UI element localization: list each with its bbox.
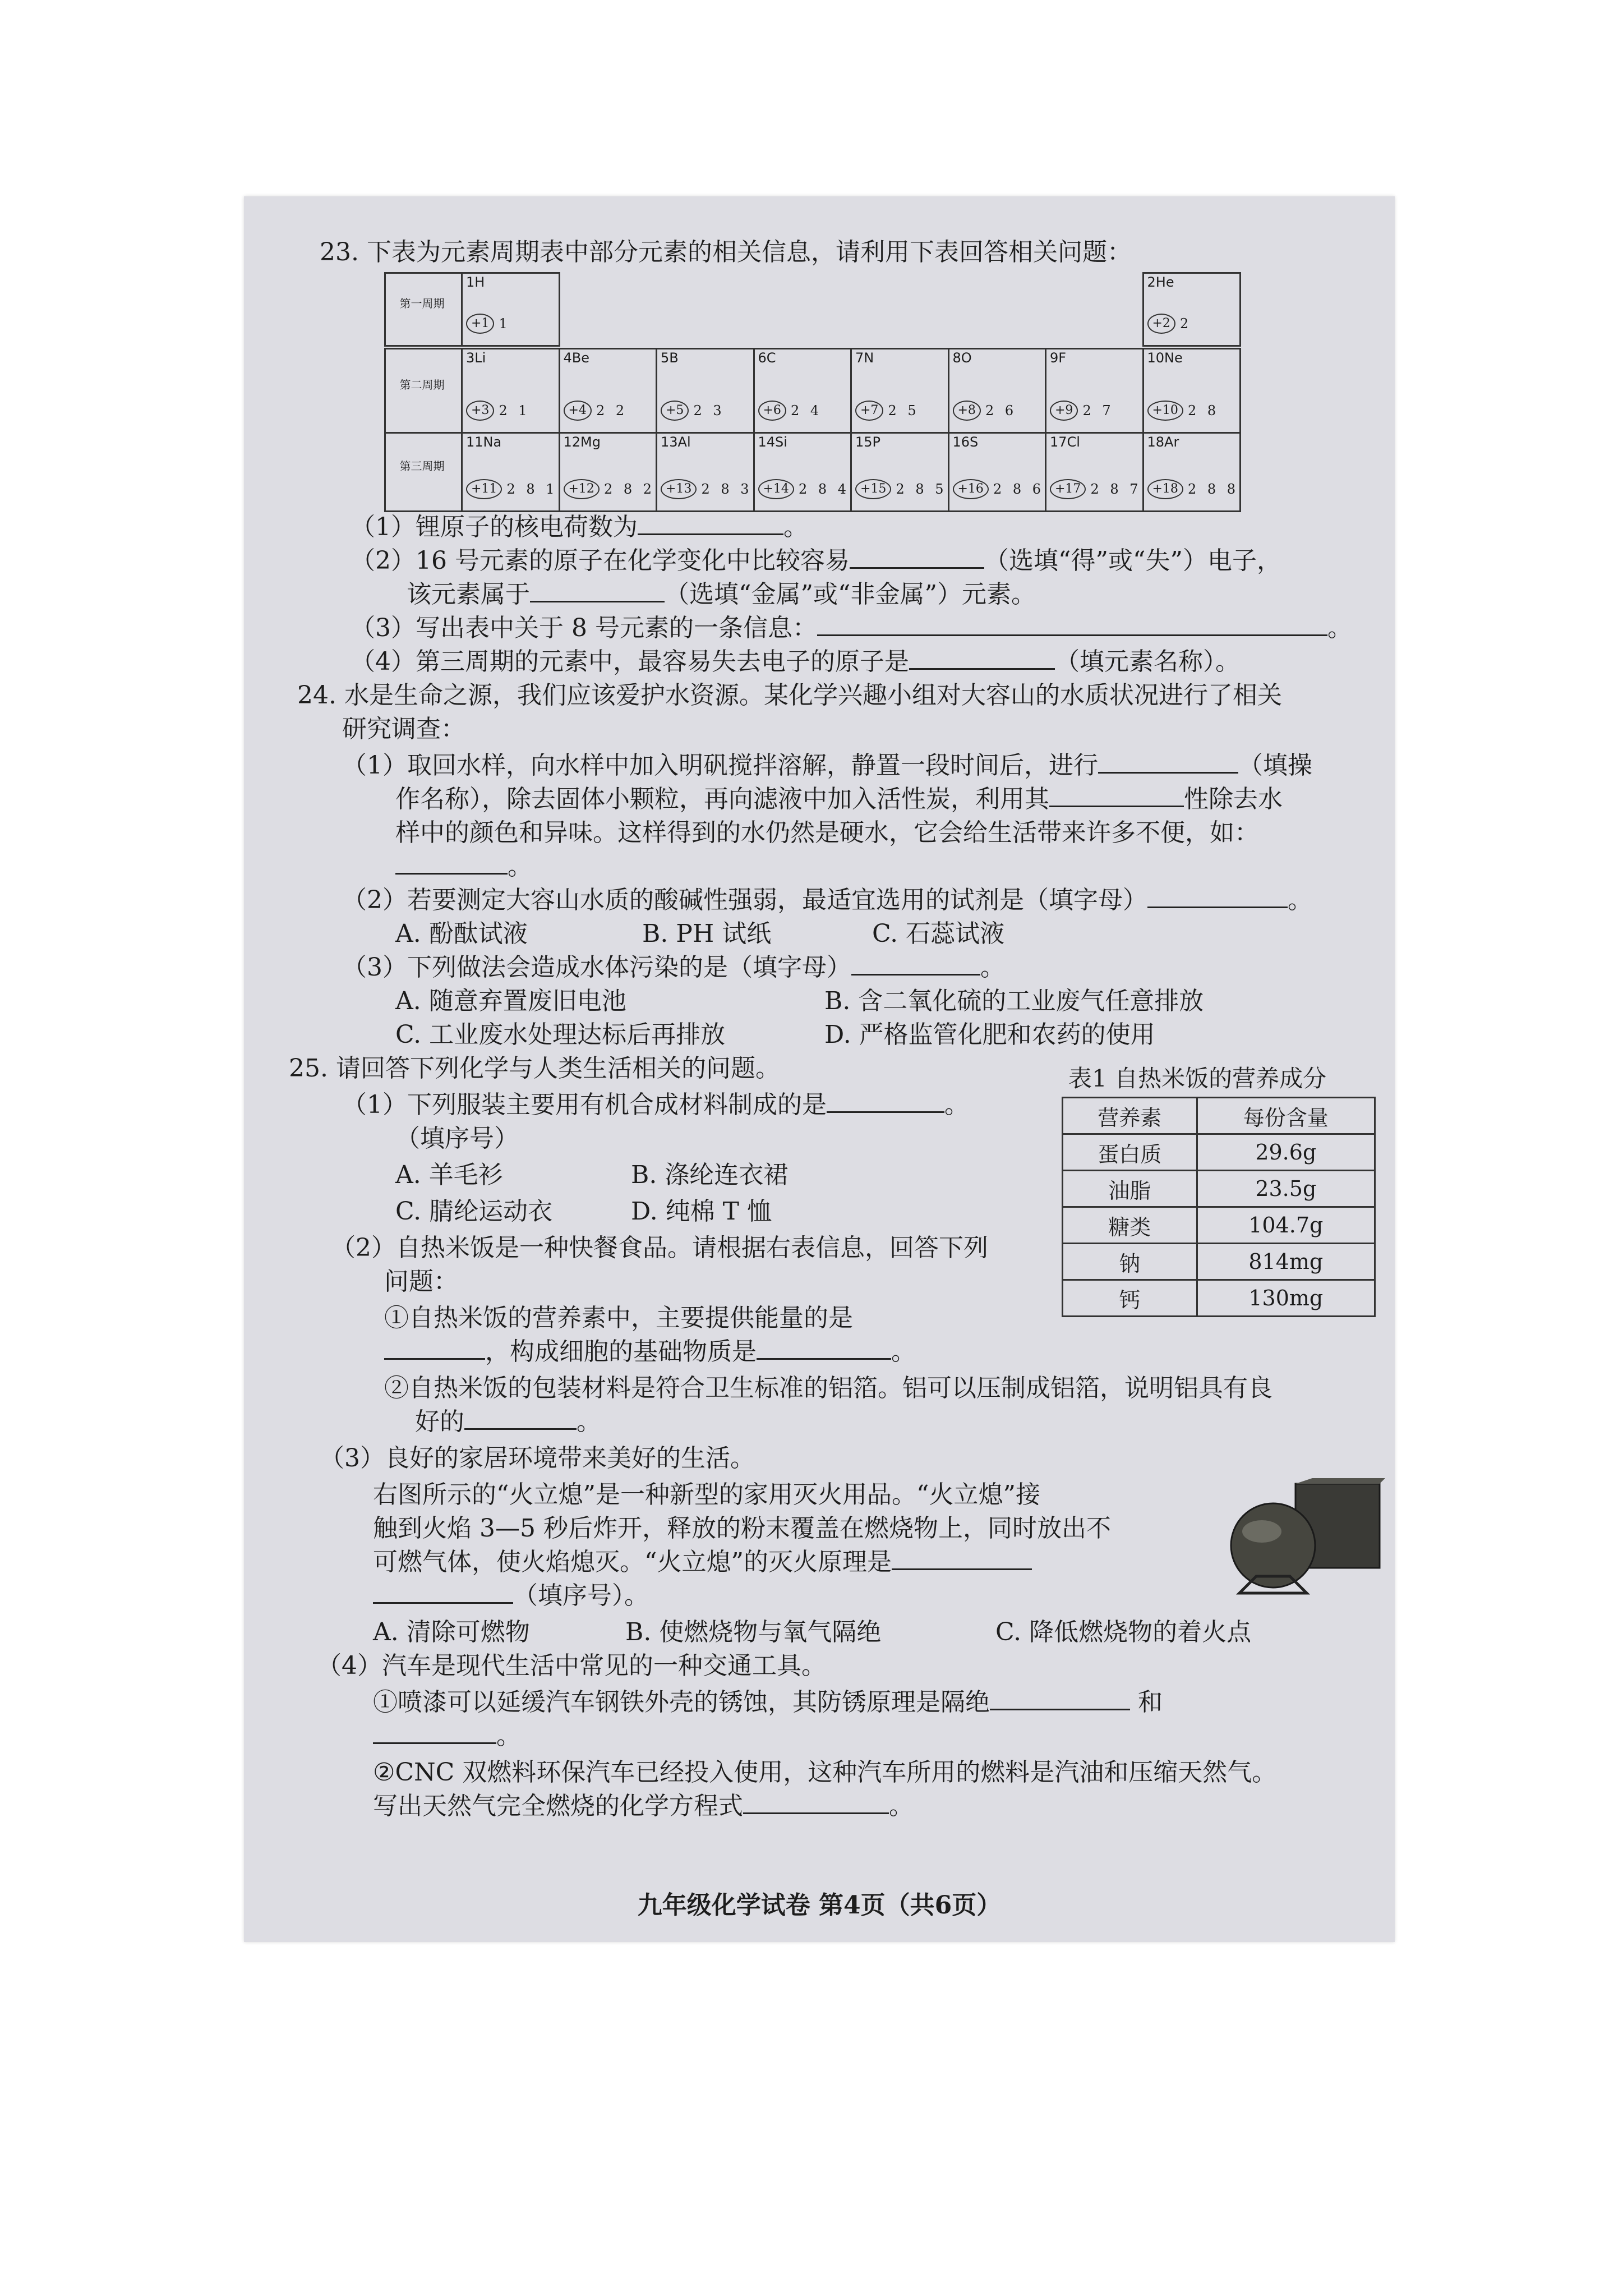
q24-part1: （1）取回水样，向水样中加入明矾搅拌溶解，静置一段时间后，进行 （填操 (342, 749, 1312, 783)
nucleus-charge: +4 (564, 401, 592, 421)
table-cell: 29.6g (1197, 1134, 1375, 1171)
table-cell: 油脂 (1063, 1171, 1197, 1207)
answer-blank[interactable] (892, 1546, 1032, 1570)
element-symbol: 8O (952, 350, 972, 366)
element-cell (1142, 272, 1242, 347)
answer-blank[interactable] (743, 1790, 889, 1814)
nucleus-charge: +17 (1050, 479, 1086, 499)
row-label-period-2: 第二周期 (399, 378, 445, 392)
element-symbol: 15P (855, 434, 881, 450)
q25-part3-line3: 可燃气体，使火焰熄灭。“火立熄”的灭火原理是 (373, 1545, 1032, 1579)
q25-part3-option-b: B. 使燃烧物与氧气隔绝 (625, 1618, 882, 1646)
answer-blank[interactable] (384, 1336, 485, 1360)
element-symbol: 9F (1050, 350, 1067, 366)
q25-part2-sub1-cont: ，构成细胞的基础物质是 。 (384, 1335, 916, 1369)
q25-part4-sub1: ①喷漆可以延缓汽车钢铁外壳的锈蚀，其防锈原理是隔绝 和 (373, 1686, 1163, 1719)
q23-part3: （3）写出表中关于 8 号元素的一条信息： 。 (351, 611, 1352, 645)
answer-blank[interactable] (990, 1686, 1130, 1710)
q25-part2-cont: 问题： (384, 1267, 458, 1296)
q23-part4: （4）第三周期的元素中，最容易失去电子的原子是 （填元素名称）。 (351, 645, 1240, 679)
table-cell: 钠 (1063, 1244, 1197, 1280)
q25-part1-option-c: C. 腈纶运动衣 (395, 1197, 553, 1226)
q23-part2-cont: 该元素属于 （选填“金属”或“非金属”）元素。 (407, 578, 1036, 611)
nucleus-charge: +3 (466, 401, 494, 421)
q25-part3-option-c: C. 降低燃烧物的着火点 (995, 1618, 1252, 1646)
element-symbol: 2He (1147, 274, 1174, 290)
q25-part2-sub2: ②自热米饭的包装材料是符合卫生标准的铝箔。铝可以压制成铝箔，说明铝具有良 (384, 1374, 1272, 1402)
element-symbol: 18Ar (1147, 434, 1179, 450)
element-symbol: 16S (952, 434, 979, 450)
nucleus-charge: +5 (661, 401, 689, 421)
electron-shells: 2 8 6 (993, 481, 1045, 497)
q25-part3-line1: 右图所示的“火立熄”是一种新型的家用灭火用品。“火立熄”接 (373, 1480, 1040, 1509)
q24-part3-option-d: D. 严格监管化肥和农药的使用 (824, 1020, 1155, 1049)
element-cell (948, 432, 1047, 512)
nucleus-charge: +7 (855, 401, 883, 421)
atomic-structure-diagram (758, 394, 823, 427)
atomic-structure-diagram (564, 472, 656, 506)
element-symbol: 5B (661, 350, 679, 366)
atomic-structure-diagram (564, 394, 628, 427)
element-symbol: 10Ne (1147, 350, 1183, 366)
element-cell (753, 348, 852, 434)
electron-shells: 2 7 (1082, 403, 1114, 418)
atomic-structure-diagram (855, 394, 920, 427)
q24-part1-blank: 。 (395, 850, 532, 884)
electron-shells: 2 (1179, 316, 1192, 332)
element-symbol: 4Be (563, 350, 589, 366)
atomic-structure-diagram (466, 307, 511, 341)
electron-shells: 2 8 2 (603, 481, 656, 497)
nucleus-charge: +12 (564, 479, 600, 499)
answer-blank[interactable] (373, 1720, 496, 1744)
atomic-structure-diagram (1147, 394, 1220, 427)
answer-blank[interactable] (638, 511, 783, 535)
nucleus-charge: +13 (661, 479, 697, 499)
q25-part1-option-b: B. 涤纶连衣裙 (631, 1161, 789, 1189)
fire-extinguisher-ball-image (1211, 1478, 1385, 1602)
nucleus-charge: +2 (1147, 314, 1175, 334)
q25-part3-line2: 触到火焰 3—5 秒后炸开，释放的粉末覆盖在燃烧物上，同时放出不 (373, 1514, 1111, 1543)
element-symbol: 14Si (758, 434, 787, 450)
q23-part1: （1）锂原子的核电荷数为 。 (351, 510, 808, 544)
periodic-table (384, 272, 1293, 507)
element-cell (461, 432, 560, 512)
table-row (1063, 1207, 1375, 1244)
answer-blank[interactable] (1098, 749, 1238, 774)
answer-blank[interactable] (817, 612, 1327, 636)
q25-part1-hint: （填序号） (395, 1124, 519, 1153)
q24-part1-cont: 作名称），除去固体小颗粒，再向滤液中加入活性炭，利用其 性除去水 (395, 783, 1283, 816)
q24-stem-2: 研究调查： (342, 715, 465, 743)
table-cell: 钙 (1063, 1280, 1197, 1317)
q25-part1-option-d: D. 纯棉 T 恤 (631, 1197, 772, 1226)
element-cell (559, 432, 658, 512)
table-cell: 糖类 (1063, 1207, 1197, 1244)
table-row (1063, 1171, 1375, 1207)
table-header-cell: 每份含量 (1197, 1098, 1375, 1134)
q25-part4: （4）汽车是现代生活中常见的一种交通工具。 (317, 1651, 826, 1680)
nucleus-charge: +10 (1147, 401, 1183, 421)
nucleus-charge: +8 (953, 401, 981, 421)
electron-shells: 2 1 (499, 403, 531, 418)
electron-shells: 2 6 (985, 403, 1017, 418)
element-cell (948, 348, 1047, 434)
element-cell (559, 348, 658, 434)
q25-part4-sub2-cont: 写出天然气完全燃烧的化学方程式 。 (373, 1789, 914, 1823)
table-header-row (1063, 1098, 1375, 1134)
q25-part3-option-a: A. 清除可燃物 (373, 1618, 530, 1646)
element-symbol: 11Na (466, 434, 502, 450)
answer-blank[interactable] (850, 545, 984, 569)
electron-shells: 2 8 (1187, 403, 1220, 418)
element-symbol: 6C (758, 350, 776, 366)
element-symbol: 1H (466, 274, 485, 290)
element-cell (1045, 348, 1144, 434)
answer-blank[interactable] (395, 850, 508, 875)
element-cell (656, 432, 755, 512)
element-cell (461, 272, 560, 347)
nucleus-charge: +18 (1147, 479, 1183, 499)
element-cell (656, 348, 755, 434)
q25-part2: （2）自热米饭是一种快餐食品。请根据右表信息，回答下列 (331, 1234, 988, 1262)
table-cell: 814mg (1197, 1244, 1375, 1280)
q24-stem-1: 24. 水是生命之源，我们应该爱护水资源。某化学兴趣小组对大容山的水质状况进行了相关 (297, 681, 1282, 710)
answer-blank[interactable] (464, 1406, 577, 1430)
table-row (1063, 1134, 1375, 1171)
q25-part3-line4: （填序号）。 (373, 1579, 649, 1613)
q24-part3: （3）下列做法会造成水体污染的是（填字母） 。 (342, 951, 1005, 984)
element-symbol: 17Cl (1050, 434, 1080, 450)
nucleus-charge: +14 (758, 479, 794, 499)
q24-part1-cont2: 样中的颜色和异味。这样得到的水仍然是硬水，它会给生活带来许多不便，如： (395, 818, 1259, 847)
answer-blank[interactable] (1049, 783, 1184, 807)
q24-part3-option-b: B. 含二氧化硫的工业废气任意排放 (824, 987, 1204, 1015)
q25-part3: （3）良好的家居环境带来美好的生活。 (320, 1444, 755, 1473)
element-cell (461, 348, 560, 434)
nucleus-charge: +11 (466, 479, 502, 499)
row-label-period-3: 第三周期 (399, 459, 445, 473)
q25-part2-sub1: ①自热米饭的营养素中，主要提供能量的是 (384, 1304, 853, 1332)
row-label-period-1: 第一周期 (399, 297, 445, 310)
element-symbol: 12Mg (563, 434, 601, 450)
electron-shells: 2 2 (596, 403, 628, 418)
answer-blank[interactable] (757, 1336, 891, 1360)
answer-blank[interactable] (373, 1580, 513, 1604)
atomic-structure-diagram (758, 472, 850, 506)
electron-shells: 2 3 (693, 403, 725, 418)
answer-blank[interactable] (1147, 884, 1288, 908)
answer-blank[interactable] (851, 951, 980, 976)
element-cell (850, 432, 949, 512)
nucleus-charge: +9 (1050, 401, 1078, 421)
element-cell (1142, 432, 1242, 512)
q25-stem: 25. 请回答下列化学与人类生活相关的问题。 (289, 1054, 780, 1083)
electron-shells: 1 (499, 316, 511, 332)
nucleus-charge: +1 (466, 314, 494, 334)
electron-shells: 2 8 8 (1187, 481, 1239, 497)
q25-part4-sub1-cont: 。 (373, 1719, 521, 1753)
atomic-structure-diagram (855, 472, 947, 506)
atomic-structure-diagram (661, 394, 725, 427)
nucleus-charge: +6 (758, 401, 786, 421)
electron-shells: 2 8 7 (1090, 481, 1142, 497)
table-cell: 104.7g (1197, 1207, 1375, 1244)
q24-part2-option-a: A. 酚酞试液 (395, 919, 528, 948)
page-footer: 九年级化学试卷 第4页（共6页） (637, 1891, 1002, 1920)
q23-part2: （2）16 号元素的原子在化学变化中比较容易 （选填“得”或“失”）电子， (351, 544, 1281, 578)
table-row (1063, 1280, 1375, 1317)
q25-part4-sub2: ②CNC 双燃料环保汽车已经投入使用，这种汽车所用的燃料是汽油和压缩天然气。 (373, 1758, 1277, 1787)
table-row (1063, 1244, 1375, 1280)
element-cell (753, 432, 852, 512)
electron-shells: 2 5 (888, 403, 920, 418)
q25-part1: （1）下列服装主要用有机合成材料制成的是 。 (342, 1088, 969, 1122)
answer-blank[interactable] (530, 578, 665, 602)
answer-blank[interactable] (909, 646, 1055, 670)
q25-part2-sub2-cont: 好的 。 (415, 1405, 601, 1439)
nutrition-table-caption: 表1 自热米饭的营养成分 (1068, 1065, 1327, 1092)
element-symbol: 13Al (661, 434, 691, 450)
nutrition-table (1062, 1097, 1376, 1317)
answer-blank[interactable] (827, 1089, 944, 1113)
electron-shells: 2 8 5 (896, 481, 947, 497)
q24-part3-option-c: C. 工业废水处理达标后再排放 (395, 1020, 726, 1049)
element-symbol: 3Li (466, 350, 486, 366)
element-cell (850, 348, 949, 434)
atomic-structure-diagram (953, 394, 1017, 427)
q24-part2: （2）若要测定大容山水质的酸碱性强弱，最适宜选用的试剂是（填字母） 。 (342, 884, 1312, 917)
electron-shells: 2 8 3 (701, 481, 753, 497)
element-symbol: 7N (855, 350, 874, 366)
atomic-structure-diagram (1147, 472, 1239, 506)
nucleus-charge: +16 (953, 479, 989, 499)
atomic-structure-diagram (1050, 394, 1114, 427)
electron-shells: 2 4 (790, 403, 823, 418)
nucleus-charge: +15 (855, 479, 891, 499)
atomic-structure-diagram (661, 472, 753, 506)
q23-stem: 23. 下表为元素周期表中部分元素的相关信息，请利用下表回答相关问题： (320, 238, 1132, 266)
atomic-structure-diagram (1147, 307, 1192, 341)
table-cell: 蛋白质 (1063, 1134, 1197, 1171)
q24-part2-option-c: C. 石蕊试液 (872, 919, 1005, 948)
table-cell: 130mg (1197, 1280, 1375, 1317)
table-header-cell: 营养素 (1063, 1098, 1197, 1134)
element-cell (1045, 432, 1144, 512)
atomic-structure-diagram (1050, 472, 1142, 506)
q24-part3-option-a: A. 随意弃置废旧电池 (395, 987, 626, 1015)
q25-part1-option-a: A. 羊毛衫 (395, 1161, 503, 1189)
table-cell: 23.5g (1197, 1171, 1375, 1207)
q24-part2-option-b: B. PH 试纸 (642, 919, 772, 948)
electron-shells: 2 8 1 (506, 481, 558, 497)
atomic-structure-diagram (953, 472, 1045, 506)
electron-shells: 2 8 4 (798, 481, 850, 497)
element-cell (1142, 348, 1242, 434)
atomic-structure-diagram (466, 472, 558, 506)
atomic-structure-diagram (466, 394, 531, 427)
